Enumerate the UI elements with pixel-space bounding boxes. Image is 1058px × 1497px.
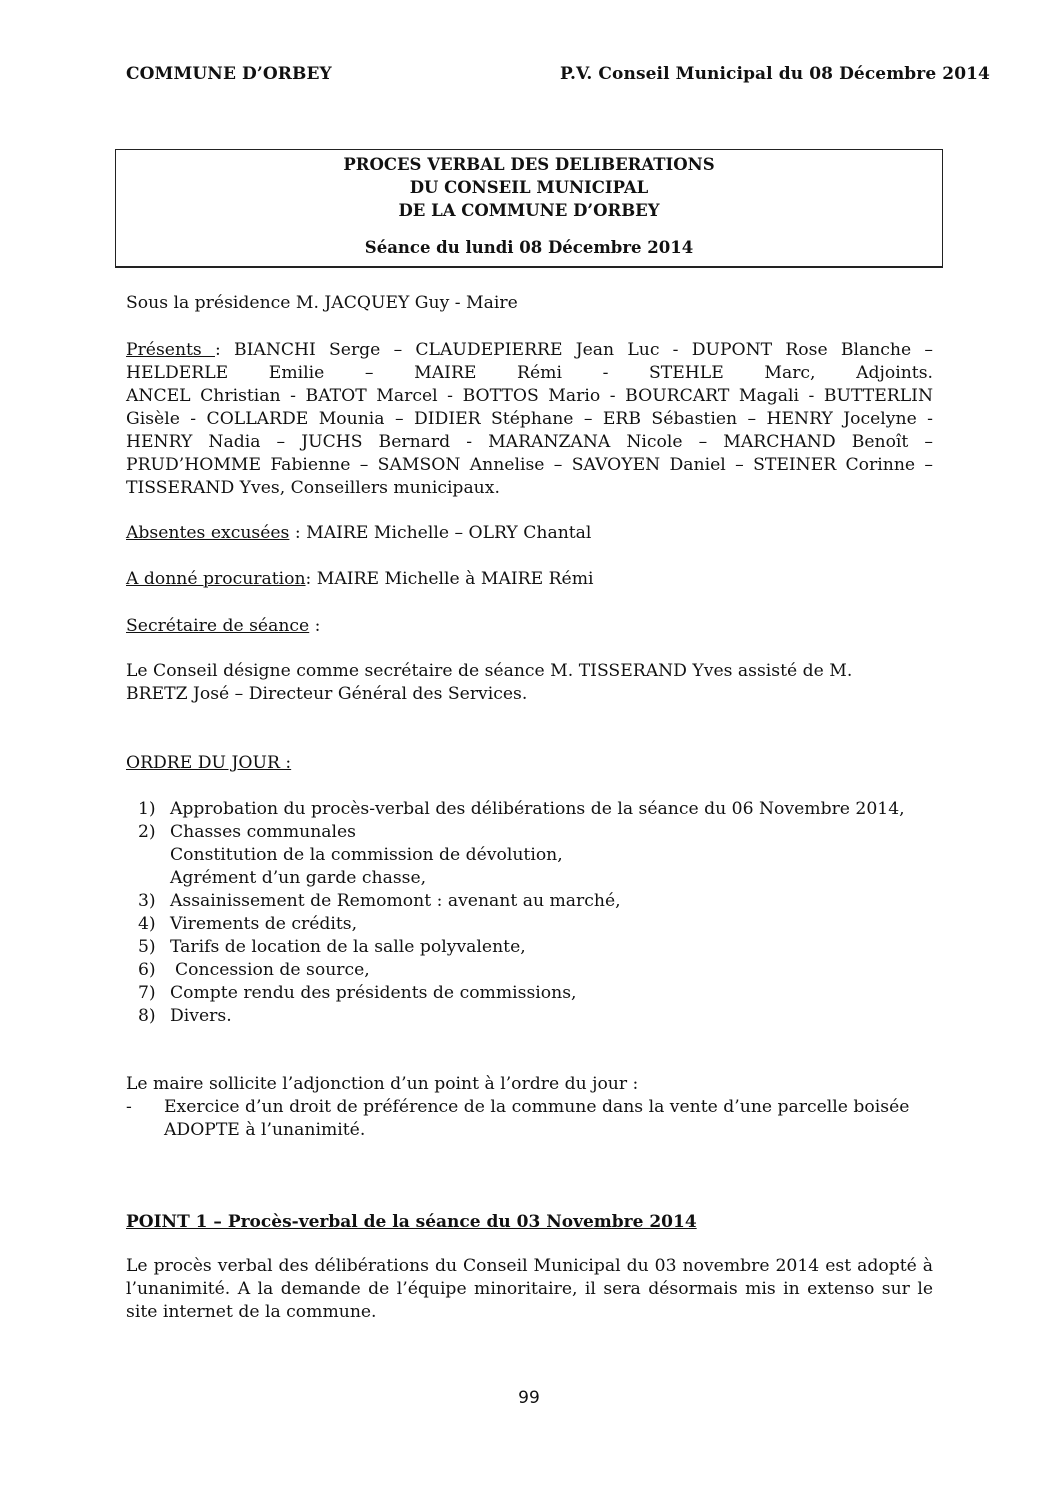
procuration-paragraph — [126, 568, 933, 591]
agenda-item-number: 7) — [138, 983, 156, 1003]
agenda-item-text: Tarifs de location de la salle polyvalente, — [170, 937, 526, 957]
title-box — [115, 149, 943, 268]
absentes-text: : MAIRE Michelle – OLRY Chantal — [289, 523, 592, 543]
procuration-text: : MAIRE Michelle à MAIRE Rémi — [305, 569, 594, 589]
agenda-item-number: 1) — [138, 799, 156, 819]
page-number: 99 — [518, 1388, 540, 1408]
title-line-2: DU CONSEIL MUNICIPAL — [409, 178, 649, 197]
adjonction-intro: Le maire sollicite l’adjonction d’un point à l’ordre du jour : — [126, 1074, 639, 1094]
agenda-item-text: Virements de crédits, — [170, 914, 358, 934]
secretaire-label: Secrétaire de séance — [126, 616, 310, 636]
agenda-item — [126, 798, 921, 821]
agenda-item — [126, 1005, 921, 1028]
agenda-item-text: Constitution de la commission de dévolution, — [170, 845, 563, 865]
agenda-item-text: Concession de source, — [175, 960, 370, 980]
secretaire-designation: Le Conseil désigne comme secrétaire de séance M. TISSERAND Yves assisté de M. BRETZ José – Directeur Général des Services. — [126, 661, 853, 704]
ordre-du-jour-heading: ORDRE DU JOUR : — [126, 753, 292, 773]
procuration-label: A donné procuration — [126, 569, 306, 589]
agenda-item-number: 6) — [138, 960, 156, 980]
session-date: Séance du lundi 08 Décembre 2014 — [364, 238, 694, 257]
absentes-label: Absentes excusées — [126, 523, 290, 543]
dash-bullet: - — [126, 1097, 132, 1117]
presents-label: Présents — [126, 340, 215, 360]
header-commune: COMMUNE D’ORBEY — [126, 64, 332, 84]
page-header — [126, 64, 990, 88]
adjonction-text: Exercice d’un droit de préférence de la commune dans la vente d’une parcelle boisée — [164, 1097, 910, 1117]
presents-paragraph — [126, 339, 933, 385]
title-line-1: PROCES VERBAL DES DELIBERATIONS — [343, 155, 715, 174]
header-pv-title: P.V. Conseil Municipal du 08 Décembre 2014 — [559, 64, 990, 84]
secretaire-colon: : — [309, 616, 321, 636]
title-line-3: DE LA COMMUNE D’ORBEY — [398, 201, 660, 220]
agenda-item-number: 8) — [138, 1006, 156, 1026]
agenda-item-text: Agrément d’un garde chasse, — [170, 868, 427, 888]
agenda-item-text: Approbation du procès-verbal des délibérations de la séance du 06 Novembre 2014, — [170, 799, 905, 819]
agenda-item-number: 3) — [138, 891, 156, 911]
presents-conseillers: ANCEL Christian - BATOT Marcel - BOTTOS Mario - BOURCART Magali - BUTTERLIN Gisèle - COLLARDE Mounia – DIDIER Stéphane – ERB Sébastien – HENRY Jocelyne - HENRY Nadia – JUCHS Bernard - MARANZANA Nicole – MARCHAND Benoît – PRUD’HOMME Fabienne – SAMSON Annelise – SAVOYEN Daniel – STEINER Corinne – TISSERAND Yves, Conseillers municipaux. — [126, 386, 933, 498]
agenda-item-number: 2) — [138, 822, 156, 842]
point1-title: POINT 1 – Procès-verbal de la séance du 03 Novembre 2014 — [126, 1212, 697, 1232]
presidency: Sous la présidence M. JACQUEY Guy - Maire — [126, 293, 518, 313]
agenda-item — [126, 913, 921, 936]
ordre-du-jour-label — [126, 752, 933, 775]
agenda-item-text: Divers. — [170, 1006, 232, 1026]
agenda-item — [126, 959, 921, 982]
absentes-paragraph — [126, 522, 933, 545]
agenda-item-text: Chasses communales — [170, 822, 357, 842]
agenda-item — [126, 982, 921, 1005]
agenda-item — [126, 821, 921, 890]
point1-text: Le procès verbal des délibérations du Conseil Municipal du 03 novembre 2014 est adopté à l’unanimité. A la demande de l’équipe minoritaire, il sera désormais mis in extenso sur le site internet de la commune. — [126, 1256, 933, 1322]
title-spacer — [116, 222, 942, 236]
agenda-item — [126, 890, 921, 913]
adjonction-item — [126, 1096, 916, 1142]
agenda-item-text: Assainissement de Remomont : avenant au marché, — [170, 891, 621, 911]
adjonction-result: ADOPTE à l’unanimité. — [164, 1120, 366, 1140]
presents-adjoints: : BIANCHI Serge – CLAUDEPIERRE Jean Luc - DUPONT Rose Blanche – HELDERLE Emilie – MAIRE Rémi - STEHLE Marc, Adjoints. — [126, 340, 933, 383]
agenda-item-number: 5) — [138, 937, 156, 957]
agenda-item — [126, 936, 921, 959]
agenda-item-text: Compte rendu des présidents de commissions, — [170, 983, 577, 1003]
secretaire-paragraph — [126, 615, 933, 638]
agenda-item-number: 4) — [138, 914, 156, 934]
ordre-du-jour-list — [126, 798, 921, 1028]
